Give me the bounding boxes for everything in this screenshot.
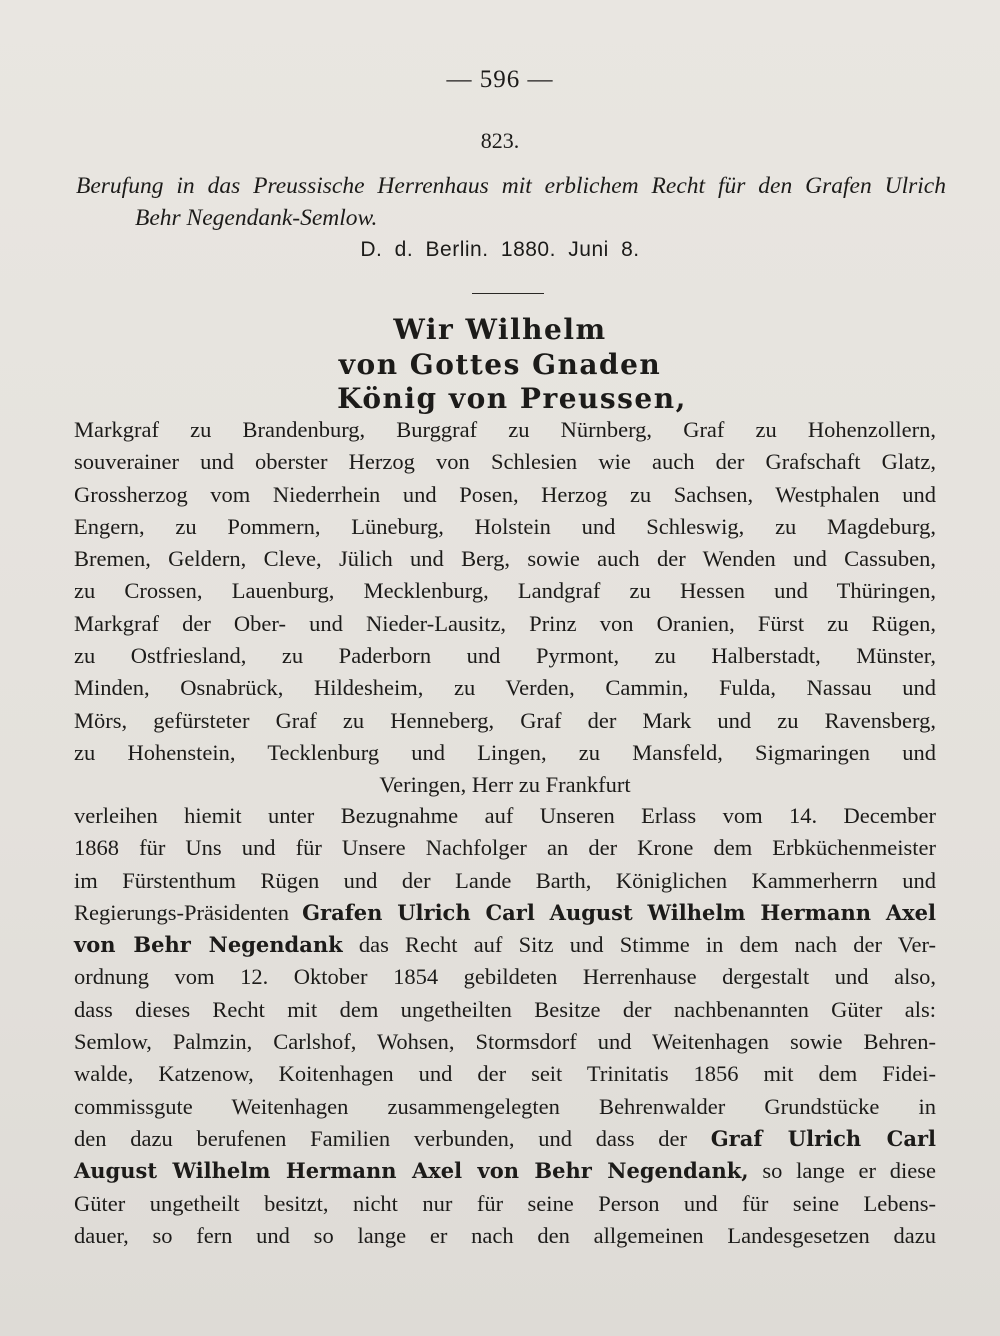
bold-name: Grafen Ulrich Carl August Wilhelm Hermann Axel bbox=[302, 899, 936, 925]
text-line: Markgraf der Ober- und Nieder-Lausitz, Prinz von Oranien, Fürst zu Rügen, bbox=[74, 610, 936, 636]
text-line: walde, Katzenow, Koitenhagen und der seit Trinitatis 1856 mit dem Fidei- bbox=[74, 1061, 936, 1087]
text-line: zu Ostfriesland, zu Paderborn und Pyrmont, zu Halberstadt, Münster, bbox=[74, 643, 936, 669]
page-number-header: — 596 — bbox=[446, 66, 554, 93]
text-line: Bremen, Geldern, Cleve, Jülich und Berg, sowie auch der Wenden und Cassuben, bbox=[74, 546, 936, 572]
text-line: Minden, Osnabrück, Hildesheim, zu Verden, Cammin, Fulda, Nassau und bbox=[74, 675, 936, 701]
text-line: Engern, zu Pommern, Lüneburg, Holstein und Schleswig, zu Magdeburg, bbox=[74, 513, 936, 539]
text-line: zu Hohenstein, Tecklenburg und Lingen, zu Mansfeld, Sigmaringen und bbox=[74, 739, 936, 765]
heading-line: König von Preussen, bbox=[337, 382, 687, 415]
text-segment: das Recht auf Sitz und Stimme in dem nach der Ver- bbox=[342, 932, 936, 958]
bold-name: August Wilhelm Hermann Axel von Behr Negendank, bbox=[74, 1158, 749, 1184]
text-line: Güter ungetheilt besitzt, nicht nur für seine Person und für seine Lebens- bbox=[74, 1190, 936, 1216]
text-line: Grossherzog vom Niederrhein und Posen, Herzog zu Sachsen, Westphalen und bbox=[74, 481, 936, 507]
document-number: 823. bbox=[480, 128, 520, 153]
decree-body-paragraph bbox=[74, 800, 936, 1252]
text-line: commissgute Weitenhagen zusammengelegten Behrenwalder Grundstücke in bbox=[74, 1093, 936, 1119]
text-line: zu Crossen, Lauenburg, Mecklenburg, Landgraf zu Hessen und Thüringen, bbox=[74, 578, 936, 604]
text-line: Markgraf zu Brandenburg, Burggraf zu Nürnberg, Graf zu Hohenzollern, bbox=[74, 417, 936, 442]
heading-line: von Gottes Gnaden bbox=[338, 348, 662, 381]
bold-name: von Behr Negendank bbox=[74, 932, 343, 958]
text-line bbox=[74, 1155, 936, 1187]
royal-titles-paragraph bbox=[74, 414, 936, 802]
text-line: verleihen hiemit unter Bezugnahme auf Unseren Erlass vom 14. December bbox=[74, 803, 936, 828]
text-line: Veringen, Herr zu Frankfurt bbox=[379, 772, 631, 798]
text-line bbox=[74, 897, 936, 929]
text-line: dauer, so fern und so lange er nach den allgemeinen Landesgesetzen dazu bbox=[74, 1222, 936, 1248]
document-title-line: Berufung in das Preussische Herrenhaus mit erblichem Recht für den Grafen Ulrich bbox=[76, 173, 946, 199]
document-title-line: Behr Negendank-Semlow. bbox=[135, 205, 378, 232]
date-line: D. d. Berlin. 1880. Juni 8. bbox=[360, 238, 640, 261]
text-line: ordnung vom 12. Oktober 1854 gebildeten Herrenhause dergestalt und also, bbox=[74, 964, 936, 990]
text-line: Semlow, Palmzin, Carlshof, Wohsen, Stormsdorf und Weitenhagen sowie Behren- bbox=[74, 1029, 936, 1055]
text-line bbox=[74, 1123, 936, 1155]
bold-name: Graf Ulrich Carl bbox=[710, 1125, 936, 1151]
text-segment: den dazu berufenen Familien verbunden, und dass der bbox=[74, 1125, 711, 1151]
divider-rule bbox=[472, 293, 544, 294]
text-line: 1868 für Uns und für Unsere Nachfolger an der Krone dem Erbküchenmeister bbox=[74, 835, 936, 861]
document-title bbox=[76, 170, 946, 234]
text-line bbox=[74, 929, 936, 961]
text-line: Mörs, gefürsteter Graf zu Henneberg, Graf der Mark und zu Ravensberg, bbox=[74, 707, 936, 733]
text-line: im Fürstenthum Rügen und der Lande Barth, Königlichen Kammerherrn und bbox=[74, 867, 936, 893]
text-line: souverainer und oberster Herzog von Schlesien wie auch der Grafschaft Glatz, bbox=[74, 449, 936, 475]
text-segment: so lange er diese bbox=[748, 1158, 936, 1184]
text-segment: Regierungs-Präsidenten bbox=[74, 899, 303, 925]
heading-line: Wir Wilhelm bbox=[393, 313, 607, 346]
text-line: dass dieses Recht mit dem ungetheilten Besitze der nachbenannten Güter als: bbox=[74, 996, 936, 1022]
